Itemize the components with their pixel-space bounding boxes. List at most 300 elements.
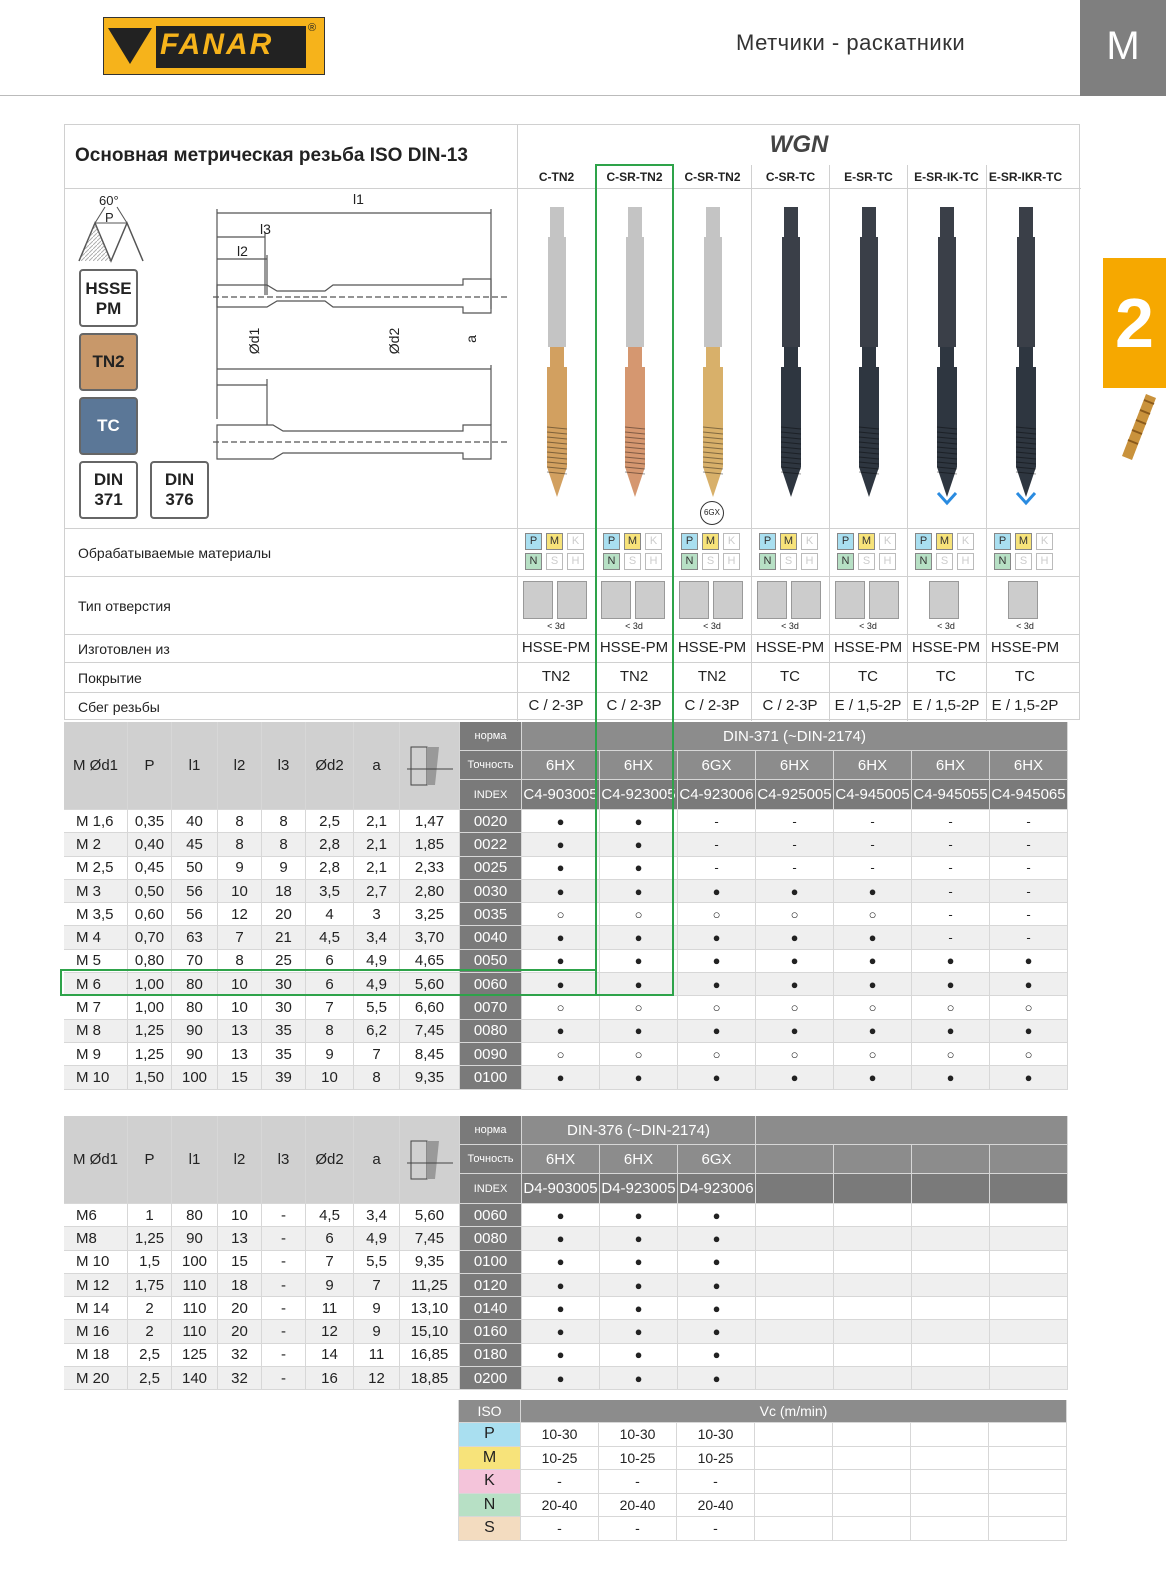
column-header: E-SR-TC	[829, 165, 907, 189]
material-badge: S	[1015, 553, 1032, 570]
table-cell: 10	[218, 1204, 262, 1227]
empty	[911, 1517, 989, 1541]
table-cell: 15,10	[400, 1320, 460, 1343]
empty	[756, 1204, 834, 1227]
dim-d2: Ød2	[386, 327, 403, 355]
hole-label: < 3d	[703, 621, 721, 631]
index-suffix: 0080	[460, 1020, 522, 1043]
empty	[834, 1274, 912, 1297]
vc-header: Vc (m/min)	[521, 1400, 1067, 1423]
material-badge: H	[723, 553, 740, 570]
badge-din371: DIN 371	[79, 461, 138, 519]
material-badge: K	[1036, 533, 1053, 550]
table-cell: 2	[128, 1297, 172, 1320]
availability-mark: ●	[522, 1344, 600, 1367]
availability-mark: ●	[600, 1274, 678, 1297]
table-cell: 35	[262, 1043, 306, 1066]
availability-mark: ○	[834, 1043, 912, 1066]
availability-mark: ●	[522, 857, 600, 880]
table-cell: 6	[306, 973, 354, 996]
table-cell: 13	[218, 1043, 262, 1066]
table-cell: 8	[218, 950, 262, 973]
empty	[990, 1204, 1068, 1227]
table-cell: 6	[306, 950, 354, 973]
table-cell: 13	[218, 1227, 262, 1250]
table-cell: 12	[354, 1367, 400, 1390]
empty	[755, 1447, 833, 1471]
table-cell: 1,25	[128, 1043, 172, 1066]
availability-mark: ●	[912, 1020, 990, 1043]
table-cell: M 9	[64, 1043, 128, 1066]
availability-mark: ●	[678, 1367, 756, 1390]
index-suffix: 0080	[460, 1227, 522, 1250]
badge-hsse-pm: HSSE PM	[79, 269, 138, 327]
availability-mark: -	[912, 903, 990, 926]
availability-mark: ●	[600, 1066, 678, 1089]
table-cell: M 16	[64, 1320, 128, 1343]
table-cell: 0,80	[128, 950, 172, 973]
empty	[989, 1470, 1067, 1494]
table-cell: 9	[306, 1274, 354, 1297]
material-badge: S	[936, 553, 953, 570]
table-cell: 1,00	[128, 973, 172, 996]
empty	[756, 1320, 834, 1343]
norm-din371: DIN-371 (~DIN-2174)	[522, 722, 1068, 751]
dim-l1: l1	[353, 191, 364, 207]
precision: 6HX	[522, 1145, 600, 1174]
index-suffix: 0020	[460, 810, 522, 833]
hole-label: < 3d	[781, 621, 799, 631]
table-cell: 11,25	[400, 1274, 460, 1297]
table-cell: 30	[262, 973, 306, 996]
empty	[834, 1174, 912, 1204]
index-suffix: 0025	[460, 857, 522, 880]
material-badge: N	[759, 553, 776, 570]
column-header: E-SR-IKR-TC	[986, 165, 1064, 189]
col-p: P	[128, 1116, 172, 1204]
availability-mark: ●	[522, 1066, 600, 1089]
availability-mark: ○	[522, 903, 600, 926]
table-cell: 1,25	[128, 1020, 172, 1043]
availability-mark: ●	[522, 926, 600, 949]
material-badge: P	[603, 533, 620, 550]
index-suffix: 0140	[460, 1297, 522, 1320]
empty	[989, 1423, 1067, 1447]
col-p: P	[128, 722, 172, 810]
table-cell: 10	[306, 1066, 354, 1089]
availability-mark: ●	[600, 1020, 678, 1043]
material-badge: K	[801, 533, 818, 550]
table-cell: 7	[306, 996, 354, 1019]
table-cell: M 2,5	[64, 857, 128, 880]
precision: 6GX	[678, 751, 756, 780]
table-cell: 9	[354, 1320, 400, 1343]
iso-group: P	[459, 1423, 521, 1447]
precision: 6HX	[756, 751, 834, 780]
col-d2: Ød2	[306, 1116, 354, 1204]
table-cell: 3,4	[354, 926, 400, 949]
availability-mark: -	[912, 926, 990, 949]
material-badge: N	[603, 553, 620, 570]
table-cell: 32	[218, 1367, 262, 1390]
material-badge: N	[837, 553, 854, 570]
cutting-speed: -	[599, 1470, 677, 1494]
index-code: C4-945055	[912, 780, 990, 810]
index-suffix: 0100	[460, 1066, 522, 1089]
table-cell: 70	[172, 950, 218, 973]
hole-label: < 3d	[859, 621, 877, 631]
availability-mark: ●	[600, 1344, 678, 1367]
spec-run: C / 2-3P	[528, 697, 584, 714]
table-cell: -	[262, 1227, 306, 1250]
availability-mark: -	[912, 833, 990, 856]
empty	[834, 1204, 912, 1227]
through-hole-icon	[757, 581, 787, 619]
availability-mark: ○	[912, 1043, 990, 1066]
chapter-tab-2[interactable]: 2	[1103, 258, 1166, 388]
col-l2: l2	[218, 722, 262, 810]
availability-mark: -	[990, 903, 1068, 926]
availability-mark: ●	[912, 1066, 990, 1089]
table-cell: -	[262, 1274, 306, 1297]
empty	[833, 1447, 911, 1471]
empty	[756, 1251, 834, 1274]
cutting-speed: 10-30	[521, 1423, 599, 1447]
table-cell: 3,4	[354, 1204, 400, 1227]
logo-triangle-icon	[108, 28, 152, 64]
availability-mark: -	[756, 810, 834, 833]
spec-made: HSSE-PM	[990, 639, 1060, 656]
availability-mark: ●	[834, 1020, 912, 1043]
availability-mark: ●	[600, 1367, 678, 1390]
empty	[990, 1344, 1068, 1367]
table-cell: 16,85	[400, 1344, 460, 1367]
hole-label: < 3d	[547, 621, 565, 631]
column-header: C-SR-TN2	[595, 165, 673, 189]
spec-made: HSSE-PM	[833, 639, 903, 656]
dim-l2: l2	[237, 243, 248, 259]
fanar-logo	[103, 17, 325, 75]
material-badge: H	[879, 553, 896, 570]
cutting-speed: -	[677, 1470, 755, 1494]
availability-mark: ○	[756, 1043, 834, 1066]
availability-mark: ●	[756, 1066, 834, 1089]
table-cell: 9,35	[400, 1251, 460, 1274]
availability-mark: ●	[600, 950, 678, 973]
blind-hole-icon	[791, 581, 821, 619]
spec-run: C / 2-3P	[684, 697, 740, 714]
table-cell: 56	[172, 903, 218, 926]
tap-image	[1011, 207, 1041, 507]
row-label: INDEX	[460, 1174, 522, 1204]
section-tab-m[interactable]: M	[1080, 0, 1166, 96]
6gx-mark: 6GX	[700, 501, 724, 525]
availability-mark: ○	[834, 996, 912, 1019]
tool-info-block	[64, 124, 1080, 720]
material-badge: M	[780, 533, 797, 550]
material-badge: M	[858, 533, 875, 550]
availability-mark: ●	[834, 950, 912, 973]
table-cell: 2,5	[306, 810, 354, 833]
material-badge: M	[936, 533, 953, 550]
availability-mark: ●	[522, 1227, 600, 1250]
availability-mark: ●	[756, 950, 834, 973]
cutting-speed: 20-40	[677, 1494, 755, 1518]
empty	[834, 1145, 912, 1174]
empty	[911, 1494, 989, 1518]
material-badge: M	[702, 533, 719, 550]
index-suffix: 0060	[460, 973, 522, 996]
table-cell: 63	[172, 926, 218, 949]
section-title: Основная метрическая резьба ISO DIN-13	[75, 145, 468, 166]
cutting-speed: 20-40	[521, 1494, 599, 1518]
iso-group: M	[459, 1447, 521, 1471]
table-cell: 2,1	[354, 810, 400, 833]
availability-mark: ●	[678, 1204, 756, 1227]
availability-mark: ●	[600, 1227, 678, 1250]
availability-mark: ●	[756, 1020, 834, 1043]
empty	[990, 1251, 1068, 1274]
table-cell: 1	[128, 1204, 172, 1227]
spec-coat: TC	[1015, 668, 1035, 685]
precision: 6HX	[522, 751, 600, 780]
table-cell: 9	[262, 857, 306, 880]
col-l3: l3	[262, 722, 306, 810]
empty	[833, 1423, 911, 1447]
material-badge: N	[915, 553, 932, 570]
material-badge: M	[1015, 533, 1032, 550]
table-cell: 90	[172, 1020, 218, 1043]
table-cell: 8	[306, 1020, 354, 1043]
availability-mark: ○	[600, 996, 678, 1019]
tap-dimension-drawing	[213, 189, 513, 529]
table-cell: -	[262, 1297, 306, 1320]
availability-mark: ○	[756, 996, 834, 1019]
availability-mark: ●	[522, 833, 600, 856]
table-cell: 9	[306, 1043, 354, 1066]
badge-tc: TC	[79, 397, 138, 455]
availability-mark: ●	[912, 950, 990, 973]
table-cell: M6	[64, 1204, 128, 1227]
dim-a: a	[462, 335, 479, 343]
table-cell: 11	[354, 1344, 400, 1367]
availability-mark: -	[678, 810, 756, 833]
availability-mark: ●	[522, 1320, 600, 1343]
row-label-made: Изготовлен из	[65, 634, 517, 662]
spec-made: HSSE-PM	[599, 639, 669, 656]
table-cell: M 12	[64, 1274, 128, 1297]
table-cell: M 14	[64, 1297, 128, 1320]
empty	[912, 1274, 990, 1297]
empty	[989, 1447, 1067, 1471]
material-badge: H	[645, 553, 662, 570]
table-cell: 1,47	[400, 810, 460, 833]
cutting-speed: 10-25	[599, 1447, 677, 1471]
availability-mark: ●	[522, 1274, 600, 1297]
table-cell: 100	[172, 1066, 218, 1089]
availability-mark: ●	[678, 880, 756, 903]
availability-mark: ●	[678, 1227, 756, 1250]
empty	[989, 1517, 1067, 1541]
table-cell: -	[262, 1320, 306, 1343]
availability-mark: ●	[834, 926, 912, 949]
availability-mark: ●	[834, 973, 912, 996]
empty	[756, 1145, 834, 1174]
hole-label: < 3d	[1016, 621, 1034, 631]
blind-hole-icon	[713, 581, 743, 619]
empty	[756, 1174, 834, 1204]
availability-mark: ●	[522, 1204, 600, 1227]
precision: 6HX	[834, 751, 912, 780]
norm-din376: DIN-376 (~DIN-2174)	[522, 1116, 756, 1145]
cutting-speed-table	[458, 1400, 1080, 1541]
highlight-column-c-sr-tn2	[595, 164, 674, 996]
table-cell: M8	[64, 1227, 128, 1250]
table-cell: 110	[172, 1274, 218, 1297]
row-label-run: Сбег резьбы	[65, 692, 517, 721]
badge-tn2: TN2	[79, 333, 138, 391]
table-cell: 50	[172, 857, 218, 880]
availability-mark: ●	[600, 1251, 678, 1274]
cutting-speed: -	[521, 1517, 599, 1541]
availability-mark: ●	[678, 1297, 756, 1320]
row-label: INDEX	[460, 780, 522, 810]
table-cell: M 1,6	[64, 810, 128, 833]
through-hole-icon	[1008, 581, 1038, 619]
table-cell: 10	[218, 880, 262, 903]
availability-mark: -	[912, 810, 990, 833]
material-badge: K	[645, 533, 662, 550]
empty	[912, 1204, 990, 1227]
table-cell: 39	[262, 1066, 306, 1089]
table-cell: 35	[262, 1020, 306, 1043]
table-cell: 1,85	[400, 833, 460, 856]
table-cell: 1,50	[128, 1066, 172, 1089]
column-header: C-SR-TC	[751, 165, 829, 189]
cutting-speed: -	[521, 1470, 599, 1494]
empty	[911, 1447, 989, 1471]
availability-mark: ●	[600, 973, 678, 996]
material-badge: P	[837, 533, 854, 550]
index-suffix: 0022	[460, 833, 522, 856]
table-cell: 0,35	[128, 810, 172, 833]
row-label: норма	[460, 1116, 522, 1145]
table-cell: 80	[172, 973, 218, 996]
table-cell: 15	[218, 1251, 262, 1274]
availability-mark: ○	[678, 903, 756, 926]
empty	[834, 1344, 912, 1367]
availability-mark: ●	[678, 1344, 756, 1367]
availability-mark: ●	[678, 1066, 756, 1089]
iso-group: K	[459, 1470, 521, 1494]
index-code: C4-945065	[990, 780, 1068, 810]
empty	[989, 1494, 1067, 1518]
iso-group: S	[459, 1517, 521, 1541]
table-cell: 0,45	[128, 857, 172, 880]
availability-mark: ●	[678, 973, 756, 996]
availability-mark: ○	[522, 1043, 600, 1066]
table-cell: 10	[218, 973, 262, 996]
table-cell: 100	[172, 1251, 218, 1274]
availability-mark: ●	[600, 926, 678, 949]
table-cell: 0,70	[128, 926, 172, 949]
table-cell: 7,45	[400, 1227, 460, 1250]
empty	[755, 1494, 833, 1518]
table-cell: M 18	[64, 1344, 128, 1367]
availability-mark: ●	[600, 1204, 678, 1227]
material-badge: M	[624, 533, 641, 550]
cutting-speed: 20-40	[599, 1494, 677, 1518]
table-cell: 18,85	[400, 1367, 460, 1390]
logo-text: FANAR	[160, 28, 274, 61]
cutting-speed: 10-30	[677, 1423, 755, 1447]
table-cell: 18	[262, 880, 306, 903]
spec-made: HSSE-PM	[911, 639, 981, 656]
row-label: Точность	[460, 1145, 522, 1174]
table-cell: 2,5	[128, 1344, 172, 1367]
iso-group: N	[459, 1494, 521, 1518]
availability-mark: -	[756, 833, 834, 856]
index-suffix: 0090	[460, 1043, 522, 1066]
empty	[990, 1297, 1068, 1320]
availability-mark: -	[678, 857, 756, 880]
table-cell: 110	[172, 1320, 218, 1343]
availability-mark: ●	[912, 973, 990, 996]
table-cell: 2,5	[128, 1367, 172, 1390]
availability-mark: ●	[756, 926, 834, 949]
empty	[911, 1470, 989, 1494]
row-label-coat: Покрытие	[65, 662, 517, 692]
spec-made: HSSE-PM	[677, 639, 747, 656]
availability-mark: -	[990, 926, 1068, 949]
material-badge: P	[525, 533, 542, 550]
availability-mark: ○	[834, 903, 912, 926]
availability-mark: ○	[756, 903, 834, 926]
table-cell: M 7	[64, 996, 128, 1019]
cutting-speed: -	[599, 1517, 677, 1541]
material-badge: S	[702, 553, 719, 570]
index-suffix: 0160	[460, 1320, 522, 1343]
table-cell: -	[262, 1204, 306, 1227]
table-cell: 15	[218, 1066, 262, 1089]
availability-mark: ●	[600, 1297, 678, 1320]
col-md: M Ød1	[64, 722, 128, 810]
index-suffix: 0120	[460, 1274, 522, 1297]
index-code: D4-903005	[522, 1174, 600, 1204]
table-cell: 80	[172, 996, 218, 1019]
empty	[990, 1367, 1068, 1390]
availability-mark: ○	[678, 1043, 756, 1066]
blind-hole-icon	[929, 581, 959, 619]
din371-table	[64, 722, 1080, 1090]
table-cell: 2,1	[354, 857, 400, 880]
empty	[833, 1517, 911, 1541]
spec-run: E / 1,5-2P	[834, 697, 902, 714]
empty	[834, 1251, 912, 1274]
table-cell: 9	[354, 1297, 400, 1320]
table-cell: 9,35	[400, 1066, 460, 1089]
availability-mark: -	[990, 810, 1068, 833]
table-cell: 6,2	[354, 1020, 400, 1043]
table-cell: 0,40	[128, 833, 172, 856]
index-code: C4-923005	[600, 780, 678, 810]
table-cell: 2,7	[354, 880, 400, 903]
index-code: C4-923006	[678, 780, 756, 810]
availability-mark: ●	[522, 1020, 600, 1043]
table-cell: 7	[306, 1251, 354, 1274]
table-cell: 21	[262, 926, 306, 949]
row-label: норма	[460, 722, 522, 751]
